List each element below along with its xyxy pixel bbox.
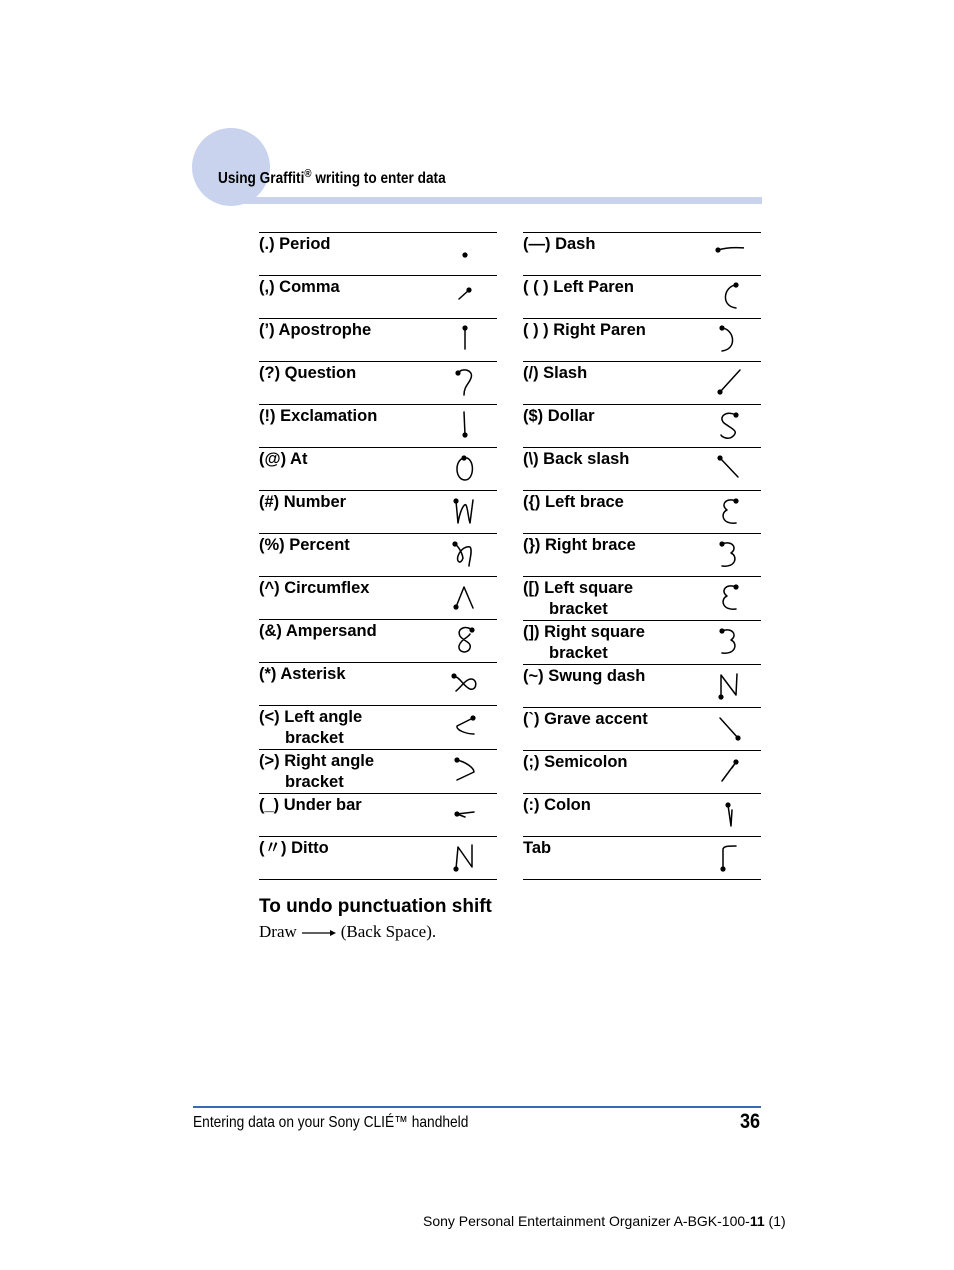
punctuation-label: (*) Asterisk	[259, 663, 433, 706]
table-row	[259, 276, 497, 319]
punctuation-label: Tab	[523, 837, 697, 880]
colon-stroke-icon	[714, 798, 744, 830]
right-brace-stroke-icon	[714, 538, 744, 570]
punctuation-label: (^) Circumflex	[259, 577, 433, 620]
right-angle-stroke-icon	[450, 754, 480, 786]
left-angle-stroke-icon	[450, 710, 480, 742]
punctuation-label: (`) Grave accent	[523, 708, 697, 751]
tab-stroke-icon	[714, 841, 744, 873]
punctuation-label: (!) Exclamation	[259, 405, 433, 448]
punctuation-label: (.) Period	[259, 233, 433, 276]
punctuation-label: (/) Slash	[523, 362, 697, 405]
punctuation-label: (’) Apostrophe	[259, 319, 433, 362]
table-row	[259, 750, 497, 794]
punctuation-table-left	[259, 232, 497, 880]
footer-section-title: Entering data on your Sony CLIÉ™ handheld	[193, 1114, 469, 1131]
table-row	[259, 794, 497, 837]
punctuation-label: (&) Ampersand	[259, 620, 433, 663]
asterisk-stroke-icon	[450, 667, 480, 699]
punctuation-label: (%) Percent	[259, 534, 433, 577]
question-stroke-icon	[450, 366, 480, 398]
swung-dash-stroke-icon	[714, 669, 744, 701]
table-row	[523, 665, 761, 708]
number-stroke-icon	[450, 495, 480, 527]
left-brace-stroke-icon	[714, 495, 744, 527]
table-row	[523, 837, 761, 880]
at-stroke-icon	[450, 452, 480, 484]
punctuation-label: (~) Swung dash	[523, 665, 697, 708]
punctuation-label: ([) Left square bracket	[523, 577, 697, 621]
punctuation-label: (:) Colon	[523, 794, 697, 837]
table-row	[523, 319, 761, 362]
table-row	[259, 362, 497, 405]
table-row	[523, 751, 761, 794]
table-row	[523, 491, 761, 534]
punctuation-label: (\) Back slash	[523, 448, 697, 491]
table-row	[259, 233, 497, 276]
table-row	[523, 794, 761, 837]
table-row	[523, 708, 761, 751]
punctuation-label: (]) Right square bracket	[523, 621, 697, 665]
table-row	[523, 448, 761, 491]
punctuation-label: (?) Question	[259, 362, 433, 405]
ditto-stroke-icon	[450, 841, 480, 873]
grave-accent-stroke-icon	[714, 712, 744, 744]
semicolon-stroke-icon	[714, 755, 744, 787]
punctuation-label: ( ( ) Left Paren	[523, 276, 697, 319]
table-row	[523, 362, 761, 405]
backslash-stroke-icon	[714, 452, 744, 484]
header-bar	[231, 197, 762, 204]
table-row	[523, 276, 761, 319]
undo-heading: To undo punctuation shift	[259, 896, 492, 917]
comma-stroke-icon	[450, 280, 480, 312]
punctuation-table-right	[523, 232, 761, 880]
table-row	[523, 534, 761, 577]
right-paren-stroke-icon	[714, 323, 744, 355]
undo-instruction: Draw (Back Space).	[259, 922, 437, 941]
punctuation-label: ( ) ) Right Paren	[523, 319, 697, 362]
page-number: 36	[740, 1110, 761, 1133]
page-header-title: Using Graffiti® writing to enter data	[218, 168, 446, 188]
punctuation-label: (#) Number	[259, 491, 433, 534]
dash-stroke-icon	[714, 237, 744, 269]
punctuation-label: ({) Left brace	[523, 491, 697, 534]
percent-stroke-icon	[450, 538, 480, 570]
table-row	[523, 577, 761, 621]
backspace-stroke-icon	[301, 929, 337, 937]
punctuation-label: (;) Semicolon	[523, 751, 697, 794]
footer-rule	[193, 1106, 761, 1108]
table-row	[259, 448, 497, 491]
table-row	[523, 621, 761, 665]
slash-stroke-icon	[714, 366, 744, 398]
left-square-stroke-icon	[714, 581, 744, 613]
punctuation-label: (<) Left angle bracket	[259, 706, 433, 750]
table-row	[259, 405, 497, 448]
left-paren-stroke-icon	[714, 280, 744, 312]
ampersand-stroke-icon	[450, 624, 480, 656]
punctuation-label: (@) At	[259, 448, 433, 491]
table-row	[259, 706, 497, 750]
table-row	[259, 319, 497, 362]
punctuation-label: (〃) Ditto	[259, 837, 433, 880]
circumflex-stroke-icon	[450, 581, 480, 613]
period-stroke-icon	[450, 237, 480, 269]
apostrophe-stroke-icon	[450, 323, 480, 355]
table-row	[259, 577, 497, 620]
table-row	[523, 233, 761, 276]
underbar-stroke-icon	[450, 798, 480, 830]
table-row	[523, 405, 761, 448]
exclamation-stroke-icon	[450, 409, 480, 441]
header-circle-decoration	[192, 128, 270, 206]
punctuation-label: (—) Dash	[523, 233, 697, 276]
table-row	[259, 491, 497, 534]
table-row	[259, 837, 497, 880]
punctuation-label: (_) Under bar	[259, 794, 433, 837]
punctuation-label: (}) Right brace	[523, 534, 697, 577]
dollar-stroke-icon	[714, 409, 744, 441]
document-code: Sony Personal Entertainment Organizer A-BGK-100-11 (1)	[423, 1213, 786, 1229]
table-row	[259, 534, 497, 577]
table-row	[259, 620, 497, 663]
right-square-stroke-icon	[714, 625, 744, 657]
punctuation-label: (,) Comma	[259, 276, 433, 319]
table-row	[259, 663, 497, 706]
punctuation-label: (>) Right angle bracket	[259, 750, 433, 794]
punctuation-label: ($) Dollar	[523, 405, 697, 448]
